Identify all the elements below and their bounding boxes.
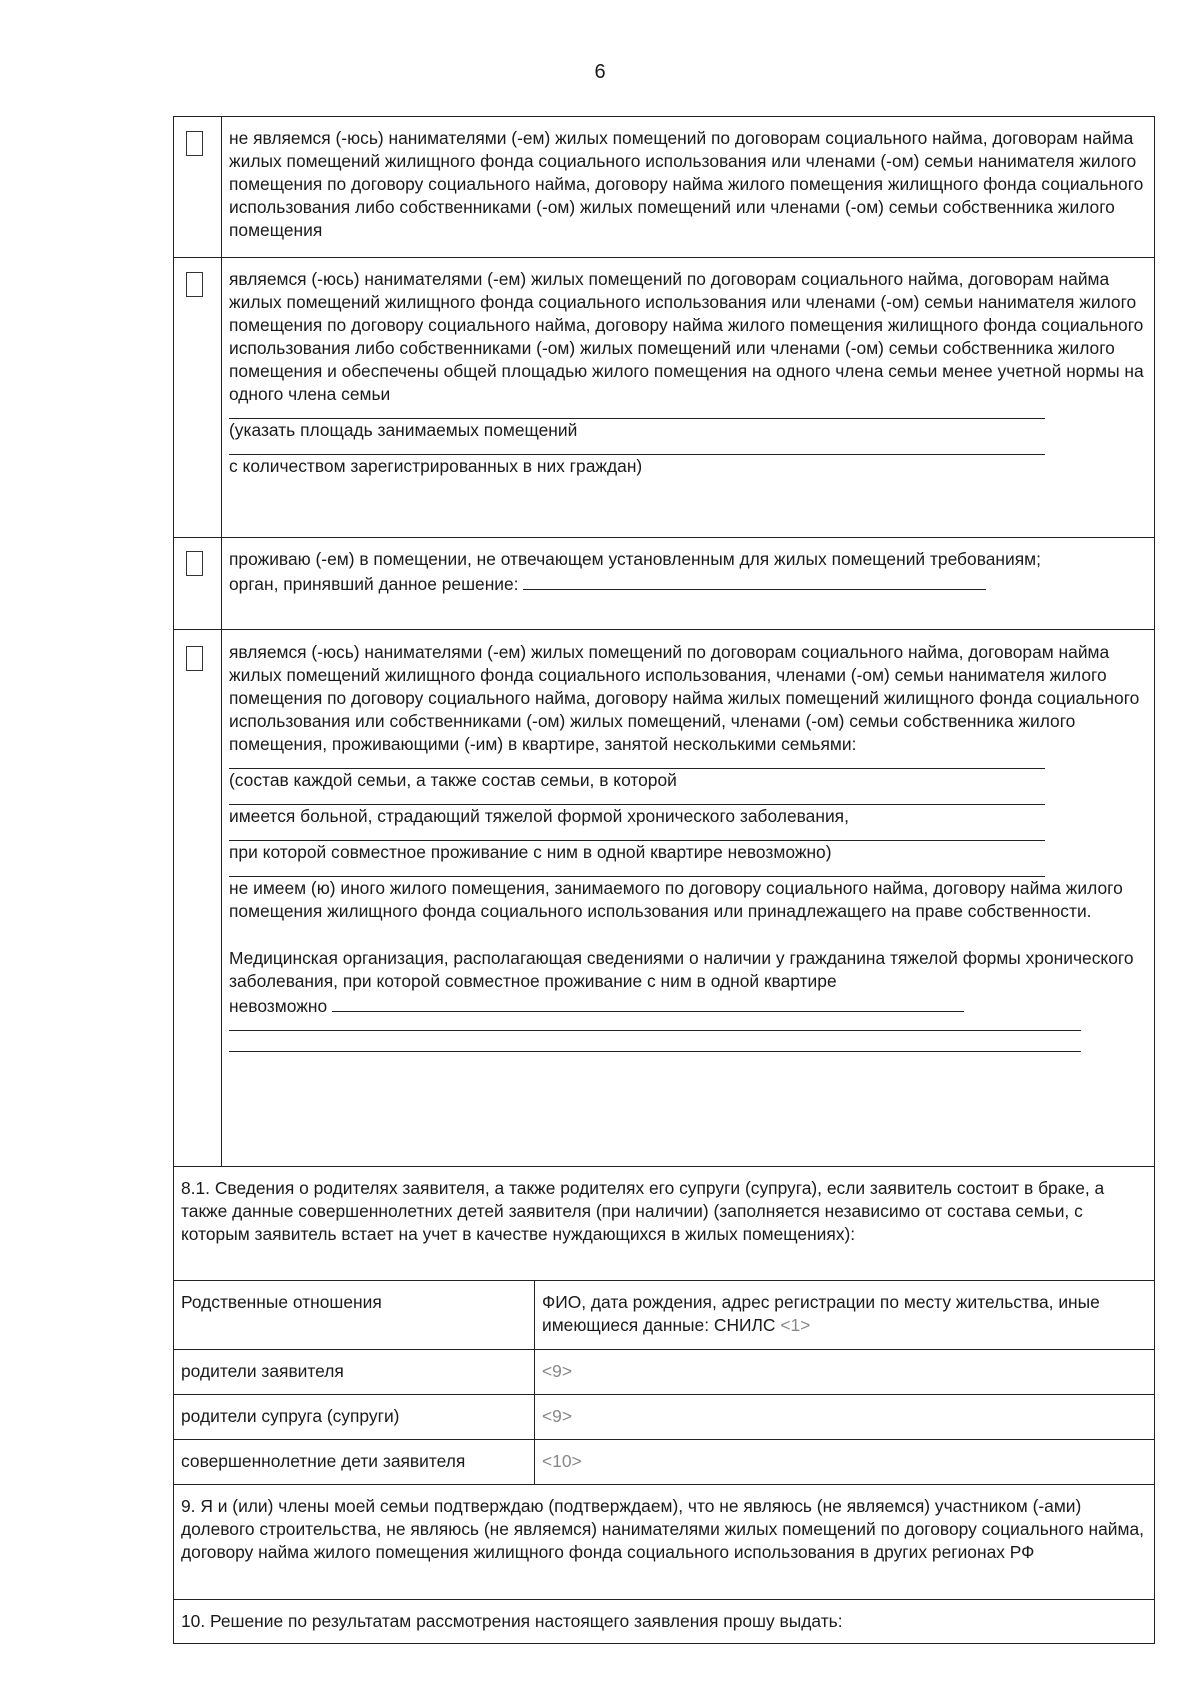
option-text: являемся (-юсь) нанимателями (-ем) жилых помещений по договорам социального найма, договорам найма жилых помещений жилищного фонда социального использования или членами (-ом) семьи нанимателя жилого помещения по договору социального найма, договору найма жилого помещения жилищного фонда социального использования либо собственниками (-ом) жилых помещений или членами (-ом) семьи собственника жилого помещения и обеспечены общей площадью жилого помещения на одного члена семьи менее учетной нормы на одного члена семьи <box>229 269 1144 404</box>
relatives-table-header <box>174 1280 1154 1349</box>
relatives-table-row <box>174 1394 1154 1439</box>
section-10-text: 10. Решение по результатам рассмотрения настоящего заявления прошу выдать: <box>181 1611 843 1631</box>
option-unfit-premises <box>174 537 1154 629</box>
checkbox-tenants-below-norm[interactable] <box>186 272 203 297</box>
checkbox-unfit-premises[interactable] <box>186 551 203 576</box>
family-composition-fill-line-2[interactable] <box>229 792 1045 805</box>
relation-label: родители заявителя <box>174 1350 535 1394</box>
family-composition-fill-line-3[interactable] <box>229 828 1045 841</box>
option-text: проживаю (-ем) в помещении, не отвечающем установленным для жилых помещений требованиям; <box>229 549 1041 569</box>
checkbox-shared-apartment[interactable] <box>186 646 203 671</box>
option-text: являемся (-юсь) нанимателями (-ем) жилых помещений по договорам социального найма, договорам найма жилых помещений жилищного фонда социального использования, членами (-ом) семьи нанимателя жилого помещения по договору социального найма, договору найма жилых помещений жилищного фонда социального использования или собственниками (-ом) жилых помещений, членами (-ом) семьи собственника жилого помещения, проживающими (-им) в квартире, занятой несколькими семьями: <box>229 642 1140 754</box>
relatives-table-row <box>174 1439 1154 1484</box>
registered-count-fill-line[interactable] <box>229 442 1045 455</box>
relation-value[interactable]: <9> <box>542 1406 572 1426</box>
no-other-housing-text: не имеем (ю) иного жилого помещения, занимаемого по договору социального найма, договору найма жилого помещения жилищного фонда социального использования или принадлежащего на праве собственности. <box>229 878 1123 921</box>
checkbox-not-tenants[interactable] <box>186 131 203 156</box>
medical-org-text: Медицинская организация, располагающая сведениями о наличии у гражданина тяжелой формы хронического заболевания, при которой совместное проживание с ним в одной квартире <box>229 948 1134 991</box>
option-shared-apartment <box>174 629 1154 1166</box>
relatives-table-row <box>174 1349 1154 1394</box>
relation-value[interactable]: <9> <box>542 1361 572 1381</box>
option-not-tenants <box>174 117 1154 257</box>
medical-org-fill-line[interactable] <box>332 993 964 1012</box>
family-composition-fill-line-1[interactable] <box>229 756 1045 769</box>
hint-chronic-disease: имеется больной, страдающий тяжелой формой хронического заболевания, <box>229 806 849 826</box>
relation-label: совершеннолетние дети заявителя <box>174 1440 535 1484</box>
area-fill-line[interactable] <box>229 406 1045 419</box>
section-10 <box>174 1599 1154 1643</box>
hint-family-composition: (состав каждой семьи, а также состав семьи, в которой <box>229 770 677 790</box>
header-details: ФИО, дата рождения, адрес регистрации по месту жительства, иные имеющиеся данные: СНИЛС <box>542 1292 1100 1335</box>
hint-cohabitation-impossible: при которой совместное проживание с ним в одной квартире невозможно) <box>229 842 832 862</box>
header-relation: Родственные отношения <box>174 1281 535 1349</box>
medical-org-fill-line-3[interactable] <box>229 1031 1081 1052</box>
organ-fill-line[interactable] <box>523 571 986 590</box>
option-tenants-below-norm <box>174 257 1154 537</box>
relation-value[interactable]: <10> <box>542 1451 582 1471</box>
hint-area: (указать площадь занимаемых помещений <box>229 420 578 440</box>
relation-label: родители супруга (супруги) <box>174 1395 535 1439</box>
hint-registered: с количеством зарегистрированных в них граждан) <box>229 456 643 476</box>
family-composition-fill-line-4[interactable] <box>229 864 1045 877</box>
option-text: не являемся (-юсь) нанимателями (-ем) жилых помещений по договорам социального найма, договорам найма жилых помещений жилищного фонда социального использования или членами (-ом) семьи нанимателя жилого помещения по договору социального найма, договору найма жилого помещения жилищного фонда социального использования либо собственниками (-ом) жилых помещений или членами (-ом) семьи собственника жилого помещения <box>229 128 1144 240</box>
header-details-ref: <1> <box>780 1315 811 1335</box>
organ-label: орган, принявший данное решение: <box>229 574 519 594</box>
medical-org-tail: невозможно <box>229 996 328 1016</box>
application-form-table <box>173 116 1155 1644</box>
section-9-text: 9. Я и (или) члены моей семьи подтверждаю (подтверждаем), что не являюсь (не являемся) участником (-ами) долевого строительства, не являюсь (не являемся) нанимателями жилых помещений по договору социального найма, договору найма жилого помещения жилищного фонда социального использования в других регионах РФ <box>181 1496 1144 1562</box>
page-number: 6 <box>594 61 606 83</box>
section-8-1-text: 8.1. Сведения о родителях заявителя, а также родителях его супруги (супруга), если заявитель состоит в браке, а также данные совершеннолетних детей заявителя (при наличии) (заполняется независимо от состава семьи, с которым заявитель встает на учет в качестве нуждающихся в жилых помещениях): <box>181 1178 1105 1244</box>
section-9 <box>174 1484 1154 1599</box>
section-8-1-intro <box>174 1166 1154 1280</box>
medical-org-fill-line-2[interactable] <box>229 1018 1081 1031</box>
